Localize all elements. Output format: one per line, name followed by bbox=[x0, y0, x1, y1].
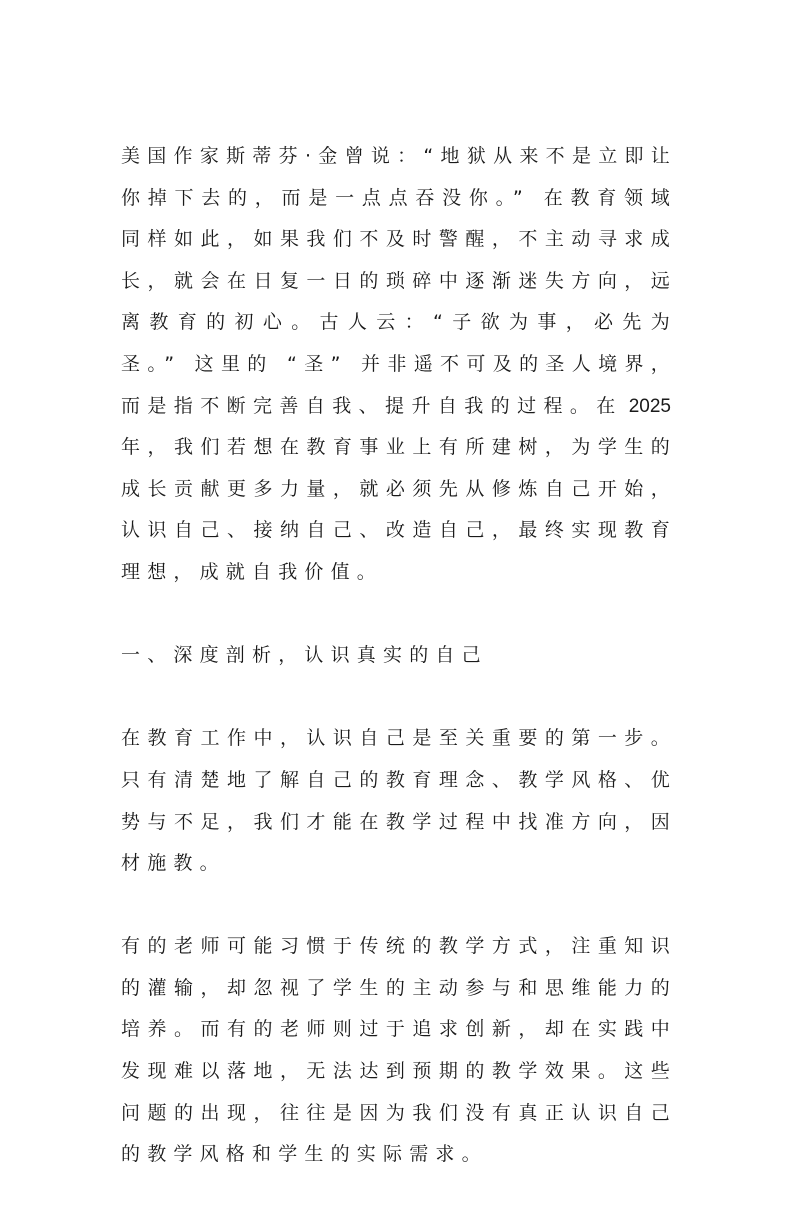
section-heading: 一、深度剖析，认识真实的自己 bbox=[121, 644, 488, 667]
intro-text-before: 美国作家斯蒂芬·金曾说：“地狱从来不是立即让你掉下去的，而是一点点吞没你。” 在教育领域同样如此，如果我们不及时警醒，不主动寻求成长，就会在日复一日的琐碎中逐渐迷失方向，远离教育的初心。古人云：“子欲为事，必先为圣。” 这里的 “圣” 并非遥不可及的圣人境界，而是指不断完善自我、提升自我的过程。在 bbox=[121, 145, 677, 417]
body-paragraph: 在教育工作中，认识自己是至关重要的第一步。只有清楚地了解自己的教育理念、教学风格、优势与不足，我们才能在教学过程中找准方向，因材施教。 bbox=[121, 727, 677, 875]
intro-text-after: 年，我们若想在教育事业上有所建树，为学生的成长贡献更多力量，就必须先从修炼自己开始，认识自己、接纳自己、改造自己，最终实现教育理想，成就自我价值。 bbox=[121, 436, 677, 583]
intro-paragraph bbox=[121, 136, 677, 594]
year-number: 2025 bbox=[628, 395, 671, 417]
document-page bbox=[121, 136, 677, 1217]
body-paragraph: 有的老师可能习惯于传统的教学方式，注重知识的灌输，却忽视了学生的主动参与和思维能力的培养。而有的老师则过于追求创新，却在实践中发现难以落地，无法达到预期的教学效果。这些问题的出现，往往是因为我们没有真正认识自己的教学风格和学生的实际需求。 bbox=[121, 935, 677, 1166]
